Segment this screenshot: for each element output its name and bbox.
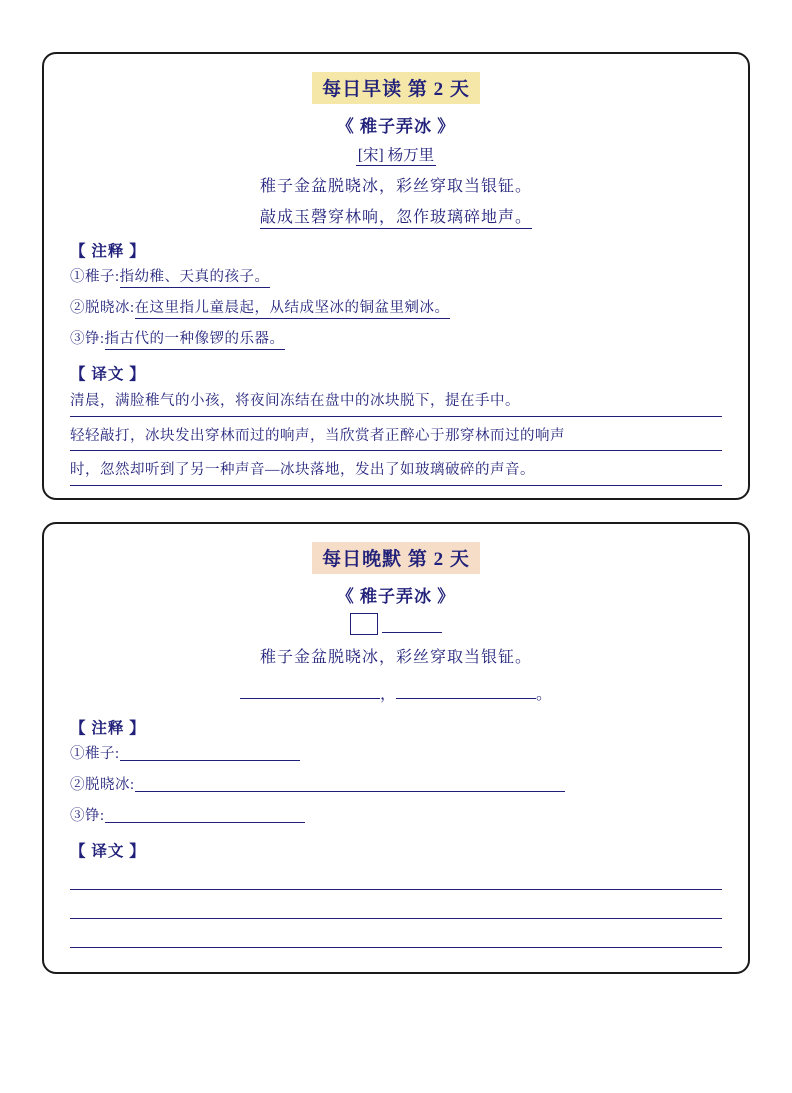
morning-translation-label: 【 译文 】 — [70, 366, 146, 384]
evening-poem-title: 《 稚子弄冰 》 — [336, 587, 456, 606]
morning-header-wrap — [70, 72, 722, 104]
note-2-answer-line[interactable] — [135, 776, 565, 792]
note-3-answer-line[interactable] — [105, 807, 305, 823]
morning-notes-label: 【 注释 】 — [70, 243, 146, 260]
note-1-answer-line[interactable] — [120, 745, 300, 761]
verse2-first-half-line[interactable] — [240, 685, 380, 699]
translation-answer-line-2[interactable] — [70, 896, 722, 919]
morning-poem-author: [宋] 杨万里 — [357, 147, 435, 164]
verse2-second-half-line[interactable] — [396, 685, 536, 699]
evening-author-blank[interactable] — [70, 613, 722, 636]
evening-dictation-card — [42, 522, 750, 974]
translation-answer-line-3[interactable] — [70, 925, 722, 948]
morning-reading-card — [42, 52, 750, 500]
evening-notes-label: 【 注释 】 — [70, 720, 146, 737]
morning-translation-line-3: 时，忽然却听到了另一种声音—冰块落地，发出了如玻璃破碎的声音。 — [70, 459, 722, 485]
author-answer-line[interactable] — [382, 618, 442, 633]
morning-verse-1: 稚子金盆脱晓冰，彩丝穿取当银钲。 — [259, 178, 532, 195]
evening-note-1[interactable]: ①稚子: — [70, 744, 722, 766]
translation-answer-line-1[interactable] — [70, 867, 722, 890]
morning-header-title: 每日早读 第 2 天 — [312, 72, 480, 104]
evening-header-title: 每日晚默 第 2 天 — [312, 542, 480, 574]
dynasty-answer-box[interactable] — [350, 613, 378, 635]
morning-note-2: ②脱晓冰:在这里指儿童晨起，从结成坚冰的铜盆里剜冰。 — [70, 298, 722, 320]
morning-note-1: ①稚子:指幼稚、天真的孩子。 — [70, 267, 722, 289]
evening-verse-1: 稚子金盆脱晓冰，彩丝穿取当银钲。 — [259, 649, 532, 666]
evening-translation-label: 【 译文 】 — [70, 843, 146, 861]
morning-note-3: ③铮:指古代的一种像锣的乐器。 — [70, 329, 722, 351]
morning-poem-title: 《 稚子弄冰 》 — [336, 117, 456, 136]
morning-verse-2: 敲成玉磬穿林响，忽作玻璃碎地声。 — [70, 204, 722, 227]
evening-note-2[interactable]: ②脱晓冰: — [70, 775, 722, 797]
morning-translation-line-1: 清晨，满脸稚气的小孩，将夜间冻结在盘中的冰块脱下，提在手中。 — [70, 390, 722, 416]
evening-header-wrap — [70, 542, 722, 574]
morning-translation-line-2: 轻轻敲打，冰块发出穿林而过的响声，当欣赏者正醉心于那穿林而过的响声 — [70, 425, 722, 451]
evening-verse-2-blank[interactable]: ， 。 — [70, 681, 722, 704]
evening-note-3[interactable]: ③铮: — [70, 806, 722, 828]
